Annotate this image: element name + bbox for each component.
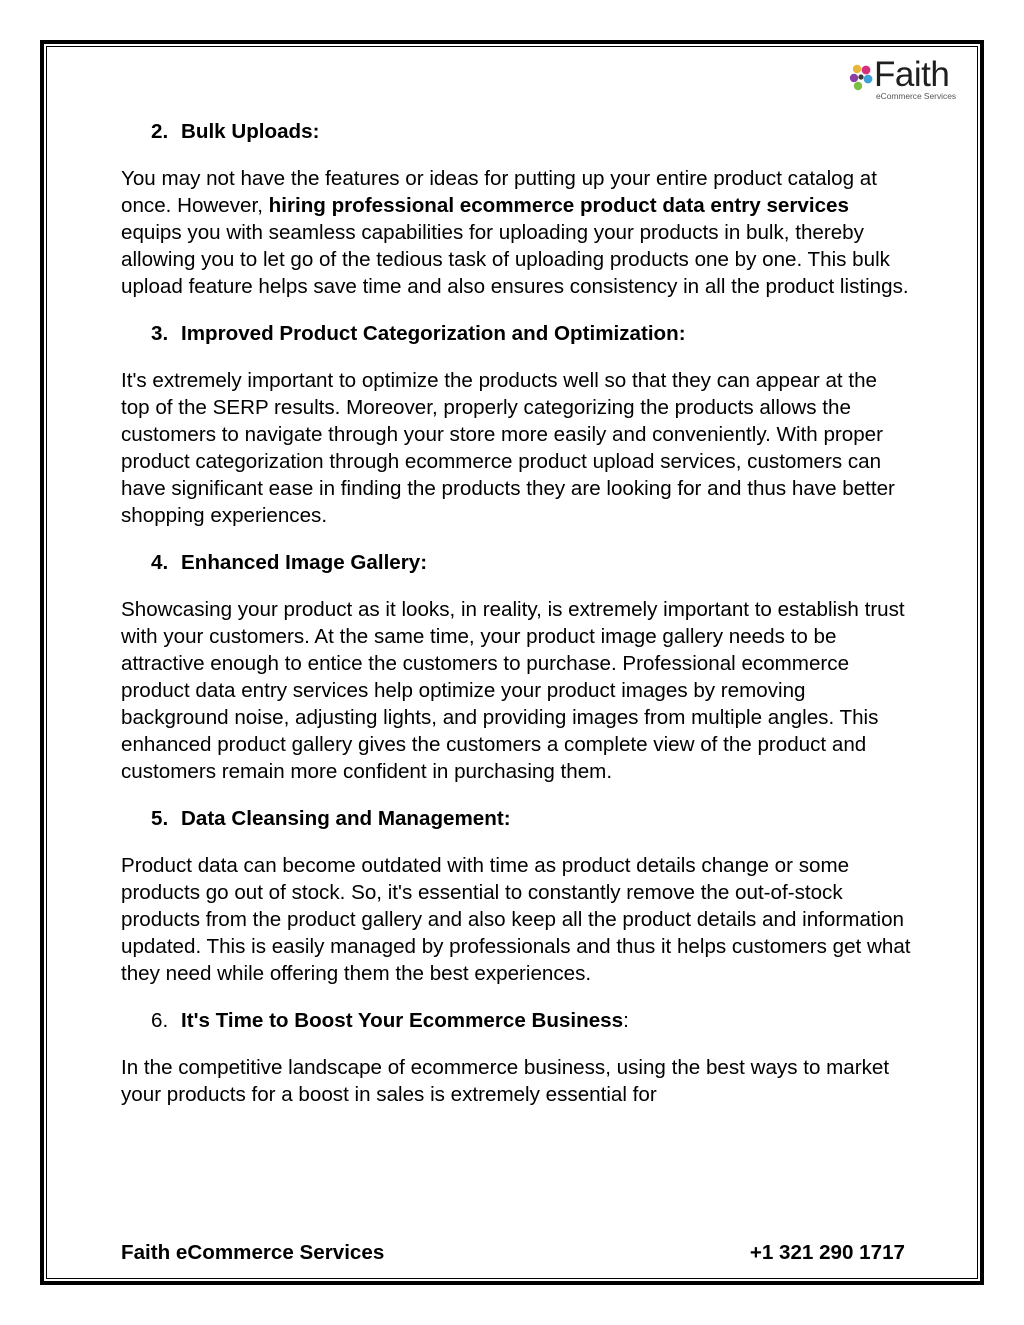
- section-title: Enhanced Image Gallery:: [181, 551, 428, 574]
- section-number: 4.: [151, 551, 169, 574]
- paragraph-text: You may not have the features or ideas for putting up your entire product catalog at once. However,: [121, 167, 877, 217]
- section-title-suffix: :: [623, 1009, 629, 1032]
- section-title-wrap: [181, 1007, 629, 1034]
- section-heading-image-gallery: [151, 549, 911, 576]
- section-number: 5.: [151, 807, 169, 830]
- section-paragraph-categorization: It's extremely important to optimize the products well so that they can appear at the top of the SERP results. Moreover, properly categorizing the products allows the customers to navigate through your store more easily and conveniently. With proper product categorization through ecommerce product upload services, customers can have significant ease in finding the products they are looking for and thus have better shopping experiences.: [121, 369, 895, 527]
- paragraph-bold-text: hiring professional ecommerce product data entry services: [268, 194, 849, 217]
- section-heading-data-cleansing: [151, 805, 911, 832]
- footer-phone: +1 321 290 1717: [749, 1241, 905, 1264]
- page-footer: [121, 1239, 905, 1266]
- section-paragraph-boost-business: In the competitive landscape of ecommerce business, using the best ways to market your products for a boost in sales is extremely essential for: [121, 1056, 890, 1106]
- section-heading-boost-business: [151, 1007, 911, 1034]
- section-paragraph-bulk-uploads: [121, 165, 911, 300]
- faith-logo: [848, 55, 964, 104]
- section-title: Data Cleansing and Management:: [181, 807, 511, 830]
- section-number: 2.: [151, 120, 169, 143]
- section-number: 3.: [151, 322, 169, 345]
- section-heading-bulk-uploads: [151, 118, 911, 145]
- logo-wordmark: Faith: [874, 55, 950, 94]
- flower-logo-icon: [848, 62, 876, 96]
- section-title: Improved Product Categorization and Optimization:: [181, 322, 686, 345]
- section-title: Bulk Uploads:: [181, 120, 320, 143]
- document-body: [121, 118, 911, 1128]
- section-number: 6.: [151, 1009, 169, 1032]
- section-paragraph-data-cleansing: Product data can become outdated with time as product details change or some products go out of stock. So, it's essential to constantly remove the out-of-stock products from the product gallery and also keep all the product details and information updated. This is easily managed by professionals and thus it helps customers get what they need while offering them the best experiences.: [121, 854, 911, 985]
- footer-company: Faith eCommerce Services: [121, 1241, 385, 1264]
- paragraph-text: equips you with seamless capabilities for uploading your products in bulk, thereby allowing you to let go of the tedious task of uploading products one by one. This bulk upload feature helps save time and also ensures consistency in all the product listings.: [121, 221, 909, 298]
- logo-tagline: eCommerce Services: [876, 91, 957, 101]
- section-title: It's Time to Boost Your Ecommerce Business: [181, 1009, 624, 1032]
- section-heading-categorization: [151, 320, 911, 347]
- section-paragraph-image-gallery: Showcasing your product as it looks, in reality, is extremely important to establish trust with your customers. At the same time, your product image gallery needs to be attractive enough to entice the customers to purchase. Professional ecommerce product data entry services help optimize your product images by removing background noise, adjusting lights, and providing images from multiple angles. This enhanced product gallery gives the customers a complete view of the product and customers remain more confident in purchasing them.: [121, 598, 905, 783]
